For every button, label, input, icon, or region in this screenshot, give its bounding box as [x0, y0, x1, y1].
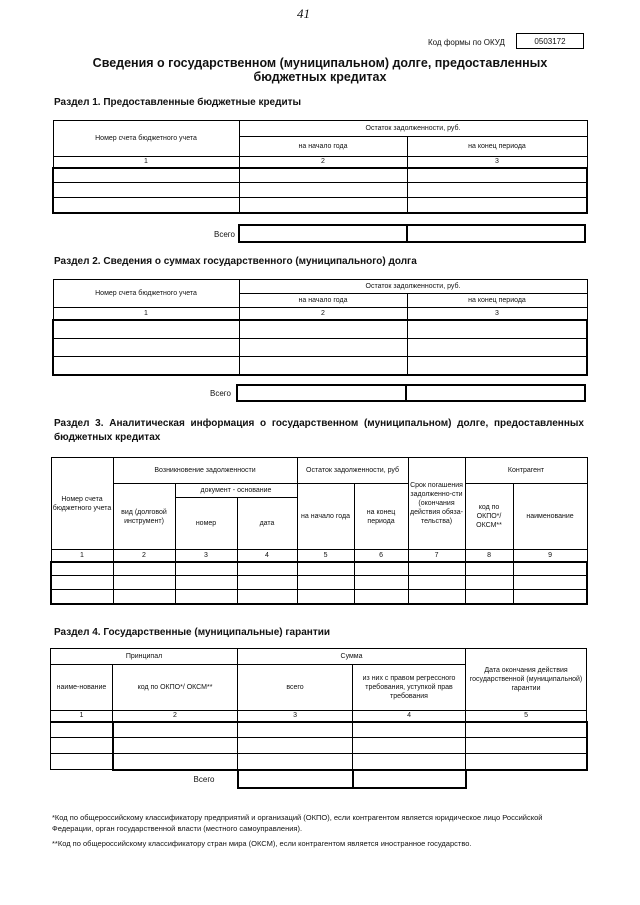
s3-col-name: наименование: [513, 484, 587, 550]
table-row: [53, 183, 587, 198]
s2-col-balance: Остаток задолженности, руб.: [239, 280, 587, 294]
s2-col-end: на конец периода: [407, 294, 587, 308]
s4-col-total: всего: [238, 665, 353, 711]
s4-num-1: 1: [51, 711, 113, 722]
s4-col-sum: Сумма: [238, 649, 466, 665]
s4-total-cell: [238, 770, 353, 788]
s1-total-box: [238, 224, 586, 243]
s3-num-7: 7: [408, 550, 465, 562]
table-row: [51, 754, 587, 770]
s3-num-1: 1: [51, 550, 113, 562]
s3-num-2: 2: [113, 550, 175, 562]
s3-col-term: Срок погашения задолженно-сти (окончания действия обяза-тельства): [408, 458, 465, 550]
table-row: [51, 722, 587, 738]
s3-col-account: Номер счета бюджетного учета: [51, 458, 113, 550]
s3-col-counterparty: Контрагент: [465, 458, 587, 484]
s2-total-label: Всего: [210, 389, 231, 398]
s4-num-3: 3: [238, 711, 353, 722]
s4-col-name: наиме-нование: [51, 665, 113, 711]
document-title: Сведения о государственном (муниципальном) долге, предоставленных бюджетных кредитах: [92, 56, 548, 84]
s1-total-label: Всего: [214, 230, 235, 239]
footnote-oksm: **Код по общероссийскому классификатору стран мира (ОКСМ), если контрагентом является иностранное государство.: [52, 839, 472, 848]
section4-table: [50, 648, 588, 789]
s2-num-1: 1: [53, 308, 239, 320]
section1-heading: Раздел 1. Предоставленные бюджетные кредиты: [54, 97, 302, 108]
s1-col-end: на конец периода: [407, 137, 587, 157]
footnote-okpo: *Код по общероссийскому классификатору предприятий и организаций (ОКПО), если контрагентом является юридическое лицо Российской Федерации, орган государственной власти (местного самоуправления).: [52, 813, 543, 833]
s4-col-regress: из них с правом регрессного требования, уступкой прав требования: [353, 665, 466, 711]
table-row: [53, 320, 587, 339]
s1-num-1: 1: [53, 157, 239, 168]
s1-col-start: на начало года: [239, 137, 407, 157]
section2-heading: Раздел 2. Сведения о суммах государственного (муниципального) долга: [54, 256, 417, 267]
table-row: [53, 357, 587, 375]
s1-num-3: 3: [407, 157, 587, 168]
s3-col-start: на начало года: [297, 484, 354, 550]
s4-num-5: 5: [466, 711, 587, 722]
s4-col-principal: Принципал: [51, 649, 238, 665]
s3-col-balance: Остаток задолженности, руб: [297, 458, 408, 484]
s4-total-label: Всего: [193, 774, 215, 784]
s4-num-2: 2: [113, 711, 238, 722]
s3-num-9: 9: [513, 550, 587, 562]
s2-num-3: 3: [407, 308, 587, 320]
s3-num-5: 5: [297, 550, 354, 562]
s1-num-2: 2: [239, 157, 407, 168]
page-number: 41: [297, 6, 310, 21]
s2-col-account: Номер счета бюджетного учета: [53, 280, 239, 308]
section4-heading: Раздел 4. Государственные (муниципальные) гарантии: [54, 627, 331, 638]
table-row: [53, 168, 587, 183]
s4-col-enddate: Дата окончания действия государственной (муниципальной) гарантии: [466, 649, 587, 711]
s2-num-2: 2: [239, 308, 407, 320]
s1-col-balance: Остаток задолженности, руб.: [239, 121, 587, 137]
table-row: [51, 738, 587, 754]
table-row: [53, 198, 587, 213]
section3-table: [50, 457, 588, 605]
s3-col-origin: Возникновение задолженности: [113, 458, 297, 484]
table-row: [51, 562, 587, 576]
s3-col-doc: документ - основание: [175, 484, 297, 498]
s3-num-3: 3: [175, 550, 237, 562]
s2-total-divider: [405, 384, 407, 402]
section1-table: [52, 120, 588, 214]
s3-num-8: 8: [465, 550, 513, 562]
s2-total-box: [236, 384, 586, 402]
section3-heading: Раздел 3. Аналитическая информация о государственном (муниципальном) долге, предоставленных бюджетных кредитах: [54, 418, 584, 443]
s3-col-number: номер: [175, 498, 237, 550]
s3-col-type: вид (долговой инструмент): [113, 484, 175, 550]
section2-table: [52, 279, 588, 376]
s3-num-4: 4: [237, 550, 297, 562]
s1-col-account: Номер счета бюджетного учета: [53, 121, 239, 157]
s3-col-date: дата: [237, 498, 297, 550]
s4-total-regress-cell: [353, 770, 466, 788]
table-row: [53, 339, 587, 357]
okud-label: Код формы по ОКУД: [428, 38, 505, 47]
s1-total-divider: [406, 224, 408, 243]
table-row: [51, 590, 587, 604]
s3-num-6: 6: [354, 550, 408, 562]
s3-col-code: код по ОКПО*/ ОКСМ**: [465, 484, 513, 550]
table-row: [51, 576, 587, 590]
s3-col-end: на конец периода: [354, 484, 408, 550]
okud-code: 0503172: [516, 33, 584, 49]
s4-col-code: код по ОКПО*/ ОКСМ**: [113, 665, 238, 711]
s2-col-start: на начало года: [239, 294, 407, 308]
s4-num-4: 4: [353, 711, 466, 722]
